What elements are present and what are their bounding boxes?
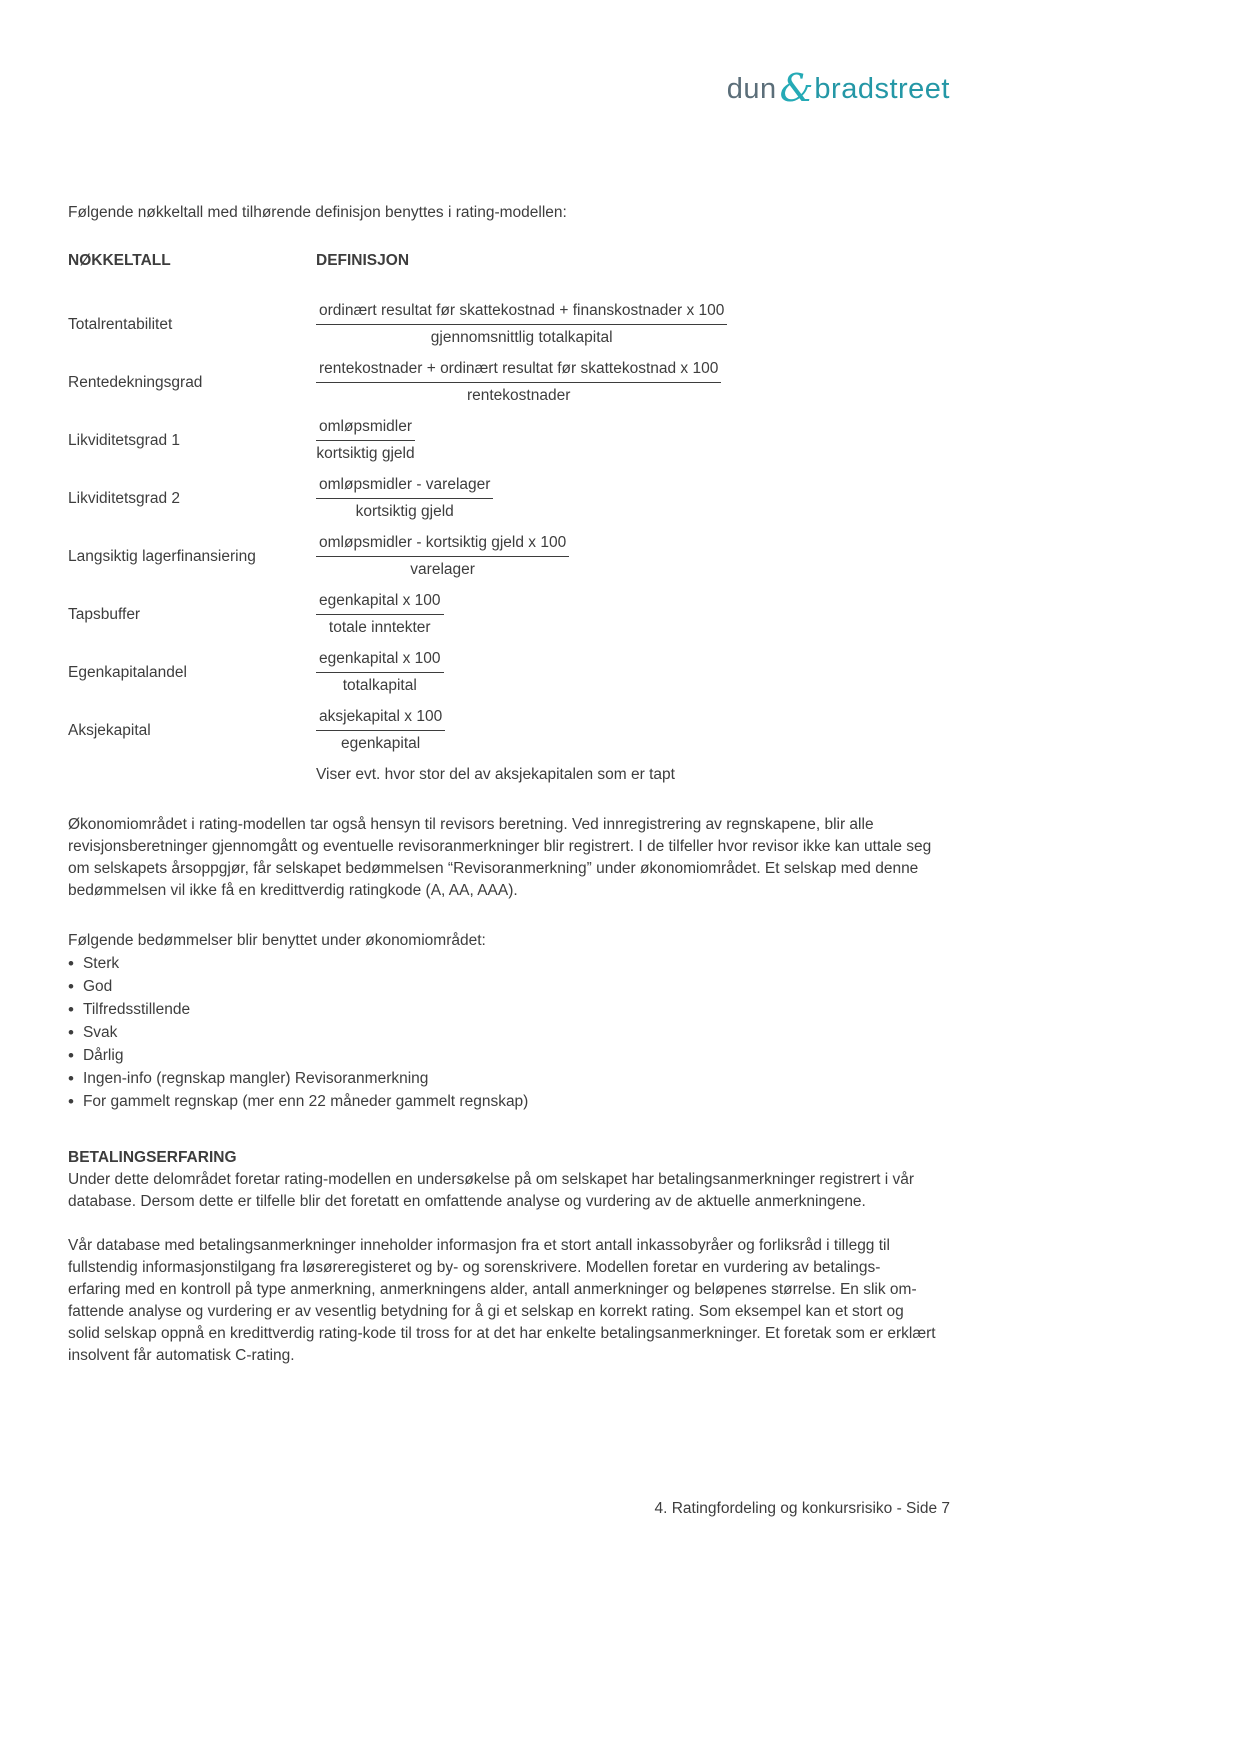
ratio-formula <box>316 358 721 407</box>
assessment-item: • Sterk <box>68 952 936 975</box>
page-footer: 4. Ratingfordeling og konkursrisiko - Side 7 <box>654 1500 950 1517</box>
ratio-formula <box>316 532 569 581</box>
ratio-name: Likviditetsgrad 2 <box>68 489 181 507</box>
formula-denominator: totalkapital <box>342 677 417 694</box>
payment-paragraph-1: Under dette delområdet foretar rating-modellen en undersøkelse på om selskapet har betalingsanmerkninger registrert i vår database. Dersom dette er tilfelle blir det foretatt en omfattende analyse og vurdering av de aktuelle anmerkningene. <box>68 1171 915 1210</box>
logo-text-dun: dun <box>726 73 777 105</box>
ratio-row <box>68 358 936 407</box>
formula-numerator: omløpsmidler <box>316 416 415 441</box>
dun-bradstreet-logo <box>68 68 950 114</box>
logo-ampersand-icon: & <box>779 66 814 110</box>
formula-numerator: ordinært resultat før skattekostnad + finanskostnader x 100 <box>316 300 727 325</box>
payment-section-heading: BETALINGSERFARING <box>68 1149 237 1166</box>
ratio-formula <box>316 706 445 755</box>
ratio-name: Totalrentabilitet <box>68 315 173 333</box>
ratio-row <box>68 706 936 755</box>
intro-text: Følgende nøkkeltall med tilhørende definisjon benyttes i rating-modellen: <box>68 204 567 221</box>
ratio-formula <box>316 590 444 639</box>
logo-text-bradstreet: bradstreet <box>814 73 950 105</box>
ratio-definition <box>316 706 936 755</box>
ratio-row <box>68 416 936 465</box>
formula-numerator: egenkapital x 100 <box>316 590 444 615</box>
assessment-item: • Svak <box>68 1021 936 1044</box>
ratio-name: Langsiktig lagerfinansiering <box>68 547 256 565</box>
aksjekapital-note: Viser evt. hvor stor del av aksjekapitalen som er tapt <box>316 766 675 783</box>
ratio-row <box>68 590 936 639</box>
formula-denominator: rentekostnader <box>466 387 571 404</box>
formula-numerator: omløpsmidler - kortsiktig gjeld x 100 <box>316 532 569 557</box>
ratio-formula <box>316 648 444 697</box>
ratio-formula <box>316 474 493 523</box>
ratio-name: Aksjekapital <box>68 721 151 739</box>
ratio-definition <box>316 648 936 697</box>
assessment-item: • For gammelt regnskap (mer enn 22 måneder gammelt regnskap) <box>68 1090 936 1113</box>
ratio-name: Tapsbuffer <box>68 605 141 623</box>
assessment-item: • Ingen-info (regnskap mangler) Revisoranmerkning <box>68 1067 936 1090</box>
formula-denominator: kortsiktig gjeld <box>316 445 415 462</box>
ratio-definition <box>316 532 936 581</box>
formula-denominator: totale inntekter <box>328 619 431 636</box>
assessments-list <box>68 952 936 1113</box>
column-header-definisjon: DEFINISJON <box>316 252 410 269</box>
ratio-name: Likviditetsgrad 1 <box>68 431 181 449</box>
ratio-formula <box>316 416 415 465</box>
key-figures-table <box>68 250 936 786</box>
ratio-definition <box>316 590 936 639</box>
ratio-row <box>68 300 936 349</box>
formula-denominator: gjennomsnittlig totalkapital <box>430 329 613 346</box>
ratio-definition <box>316 300 936 349</box>
formula-denominator: varelager <box>410 561 475 578</box>
ratio-rows-container <box>68 300 936 755</box>
formula-denominator: egenkapital <box>340 735 421 752</box>
ratio-formula <box>316 300 727 349</box>
economy-paragraph: Økonomiområdet i rating-modellen tar også hensyn til revisors beretning. Ved innregistrering av regnskapene, blir alle revisjonsberetninger gjennomgått og eventuelle revisoranmerkninger blir registrert. I de tilfeller hvor revisor ikke kan uttale seg om selskapets årsoppgjør, får selskapet bedømmelsen “Revisoranmerkning” under økonomiområdet. Et selskap med denne bedømmelsen vil ikke få en kredittverdig ratingkode (A, AA, AAA). <box>68 816 932 899</box>
formula-numerator: omløpsmidler - varelager <box>316 474 493 499</box>
ratio-definition <box>316 474 936 523</box>
ratio-name: Rentedekningsgrad <box>68 373 203 391</box>
column-header-nokkeltall: NØKKELTALL <box>68 252 171 269</box>
assessments-intro: Følgende bedømmelser blir benyttet under økonomiområdet: <box>68 932 486 949</box>
assessment-item: • God <box>68 975 936 998</box>
formula-numerator: aksjekapital x 100 <box>316 706 445 731</box>
formula-numerator: egenkapital x 100 <box>316 648 444 673</box>
formula-numerator: rentekostnader + ordinært resultat før skattekostnad x 100 <box>316 358 721 383</box>
ratio-definition <box>316 416 936 465</box>
formula-denominator: kortsiktig gjeld <box>355 503 454 520</box>
ratio-row <box>68 532 936 581</box>
ratio-name: Egenkapitalandel <box>68 663 187 681</box>
ratio-definition <box>316 358 936 407</box>
payment-paragraph-2: Vår database med betalingsanmerkninger inneholder informasjon fra et stort antall inkassobyråer og forliksråd i tillegg til fullstendig informasjonstilgang fra løsøreregisteret og by- og sorenskrivere. Modellen foretar en vurdering av betalings- erfaring med en kontroll på type anmerkning, anmerkningens alder, antall anmerkninger og beløpenes størrelse. En slik om- fattende analyse og vurdering er av vesentlig betydning for å gi et selskap en korrekt rating. Som eksempel kan et stort og solid selskap oppnå en kredittverdig rating-kode til tross for at det har enkelte betalingsanmerkninger. Et foretak som er erklært insolvent får automatisk C-rating. <box>68 1237 936 1364</box>
ratio-row <box>68 648 936 697</box>
table-header-row <box>68 250 936 272</box>
assessment-item: • Dårlig <box>68 1044 936 1067</box>
document-content <box>68 202 936 1367</box>
ratio-row <box>68 474 936 523</box>
assessment-item: • Tilfredsstillende <box>68 998 936 1021</box>
